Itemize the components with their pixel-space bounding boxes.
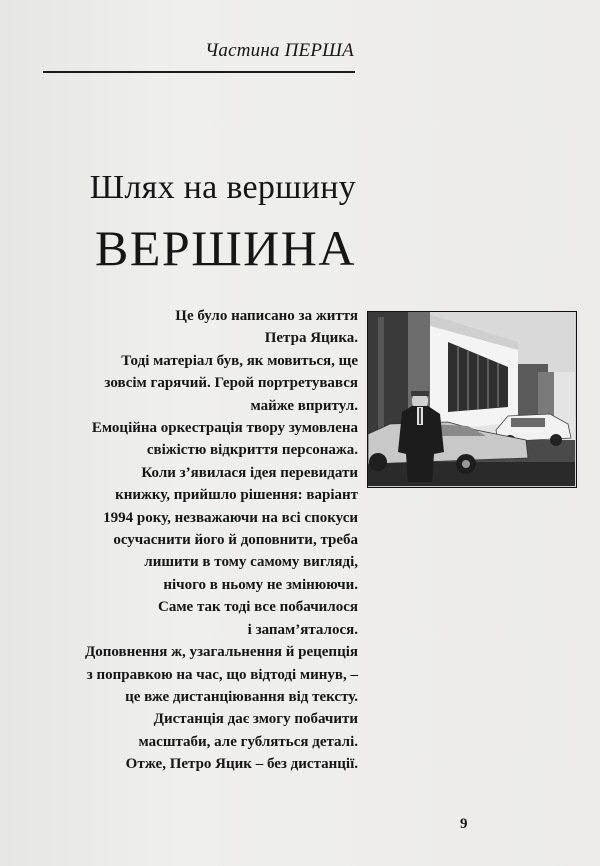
photo-man-with-cars: [367, 311, 577, 488]
body-line: Емоційна оркестрація твору зумовлена: [91, 420, 358, 437]
header-rule: [43, 71, 355, 73]
body-line: це вже дистанціювання від тексту.: [125, 688, 358, 705]
body-line: Петра Яцика.: [264, 330, 358, 347]
body-line: Саме так тоді все побачилося: [157, 599, 358, 616]
page-number: 9: [460, 816, 468, 832]
body-line: масштаби, але губляться деталі.: [138, 733, 358, 750]
body-line: свіжістю відкриття персонажа.: [146, 442, 358, 459]
body-line: Коли з’явилася ідея перевидати: [141, 464, 358, 481]
chapter-subtitle: Шлях на вершину: [89, 169, 356, 206]
body-line: Дистанція дає змогу побачити: [153, 711, 358, 728]
body-line: Це було написано за життя: [175, 308, 358, 324]
part-header: Частина ПЕРША: [205, 40, 354, 61]
body-line: з поправкою на час, що відтоді минув, –: [86, 666, 358, 683]
body-line: нічого в ньому не змінюючи.: [163, 576, 358, 593]
body-line: книжку, прийшло рішення: варіант: [115, 487, 358, 504]
body-line: Доповнення ж, узагальнення й рецепція: [84, 644, 358, 661]
chapter-title: ВЕРШИНА: [95, 220, 356, 276]
body-line: Отже, Петро Яцик – без дистанції.: [125, 756, 358, 773]
body-line: Тоді матеріал був, як мовиться, ще: [121, 352, 358, 369]
body-text: [40, 305, 358, 776]
body-line: осучаснити його й доповнити, треба: [113, 532, 358, 549]
body-line: зовсім гарячий. Герой портретувався: [104, 375, 358, 392]
body-line: і запам’яталося.: [247, 621, 358, 638]
body-line: 1994 року, незважаючи на всі спокуси: [103, 509, 358, 526]
body-line: лишити в тому самому вигляді,: [144, 554, 358, 571]
body-line: майже впритул.: [250, 397, 358, 414]
